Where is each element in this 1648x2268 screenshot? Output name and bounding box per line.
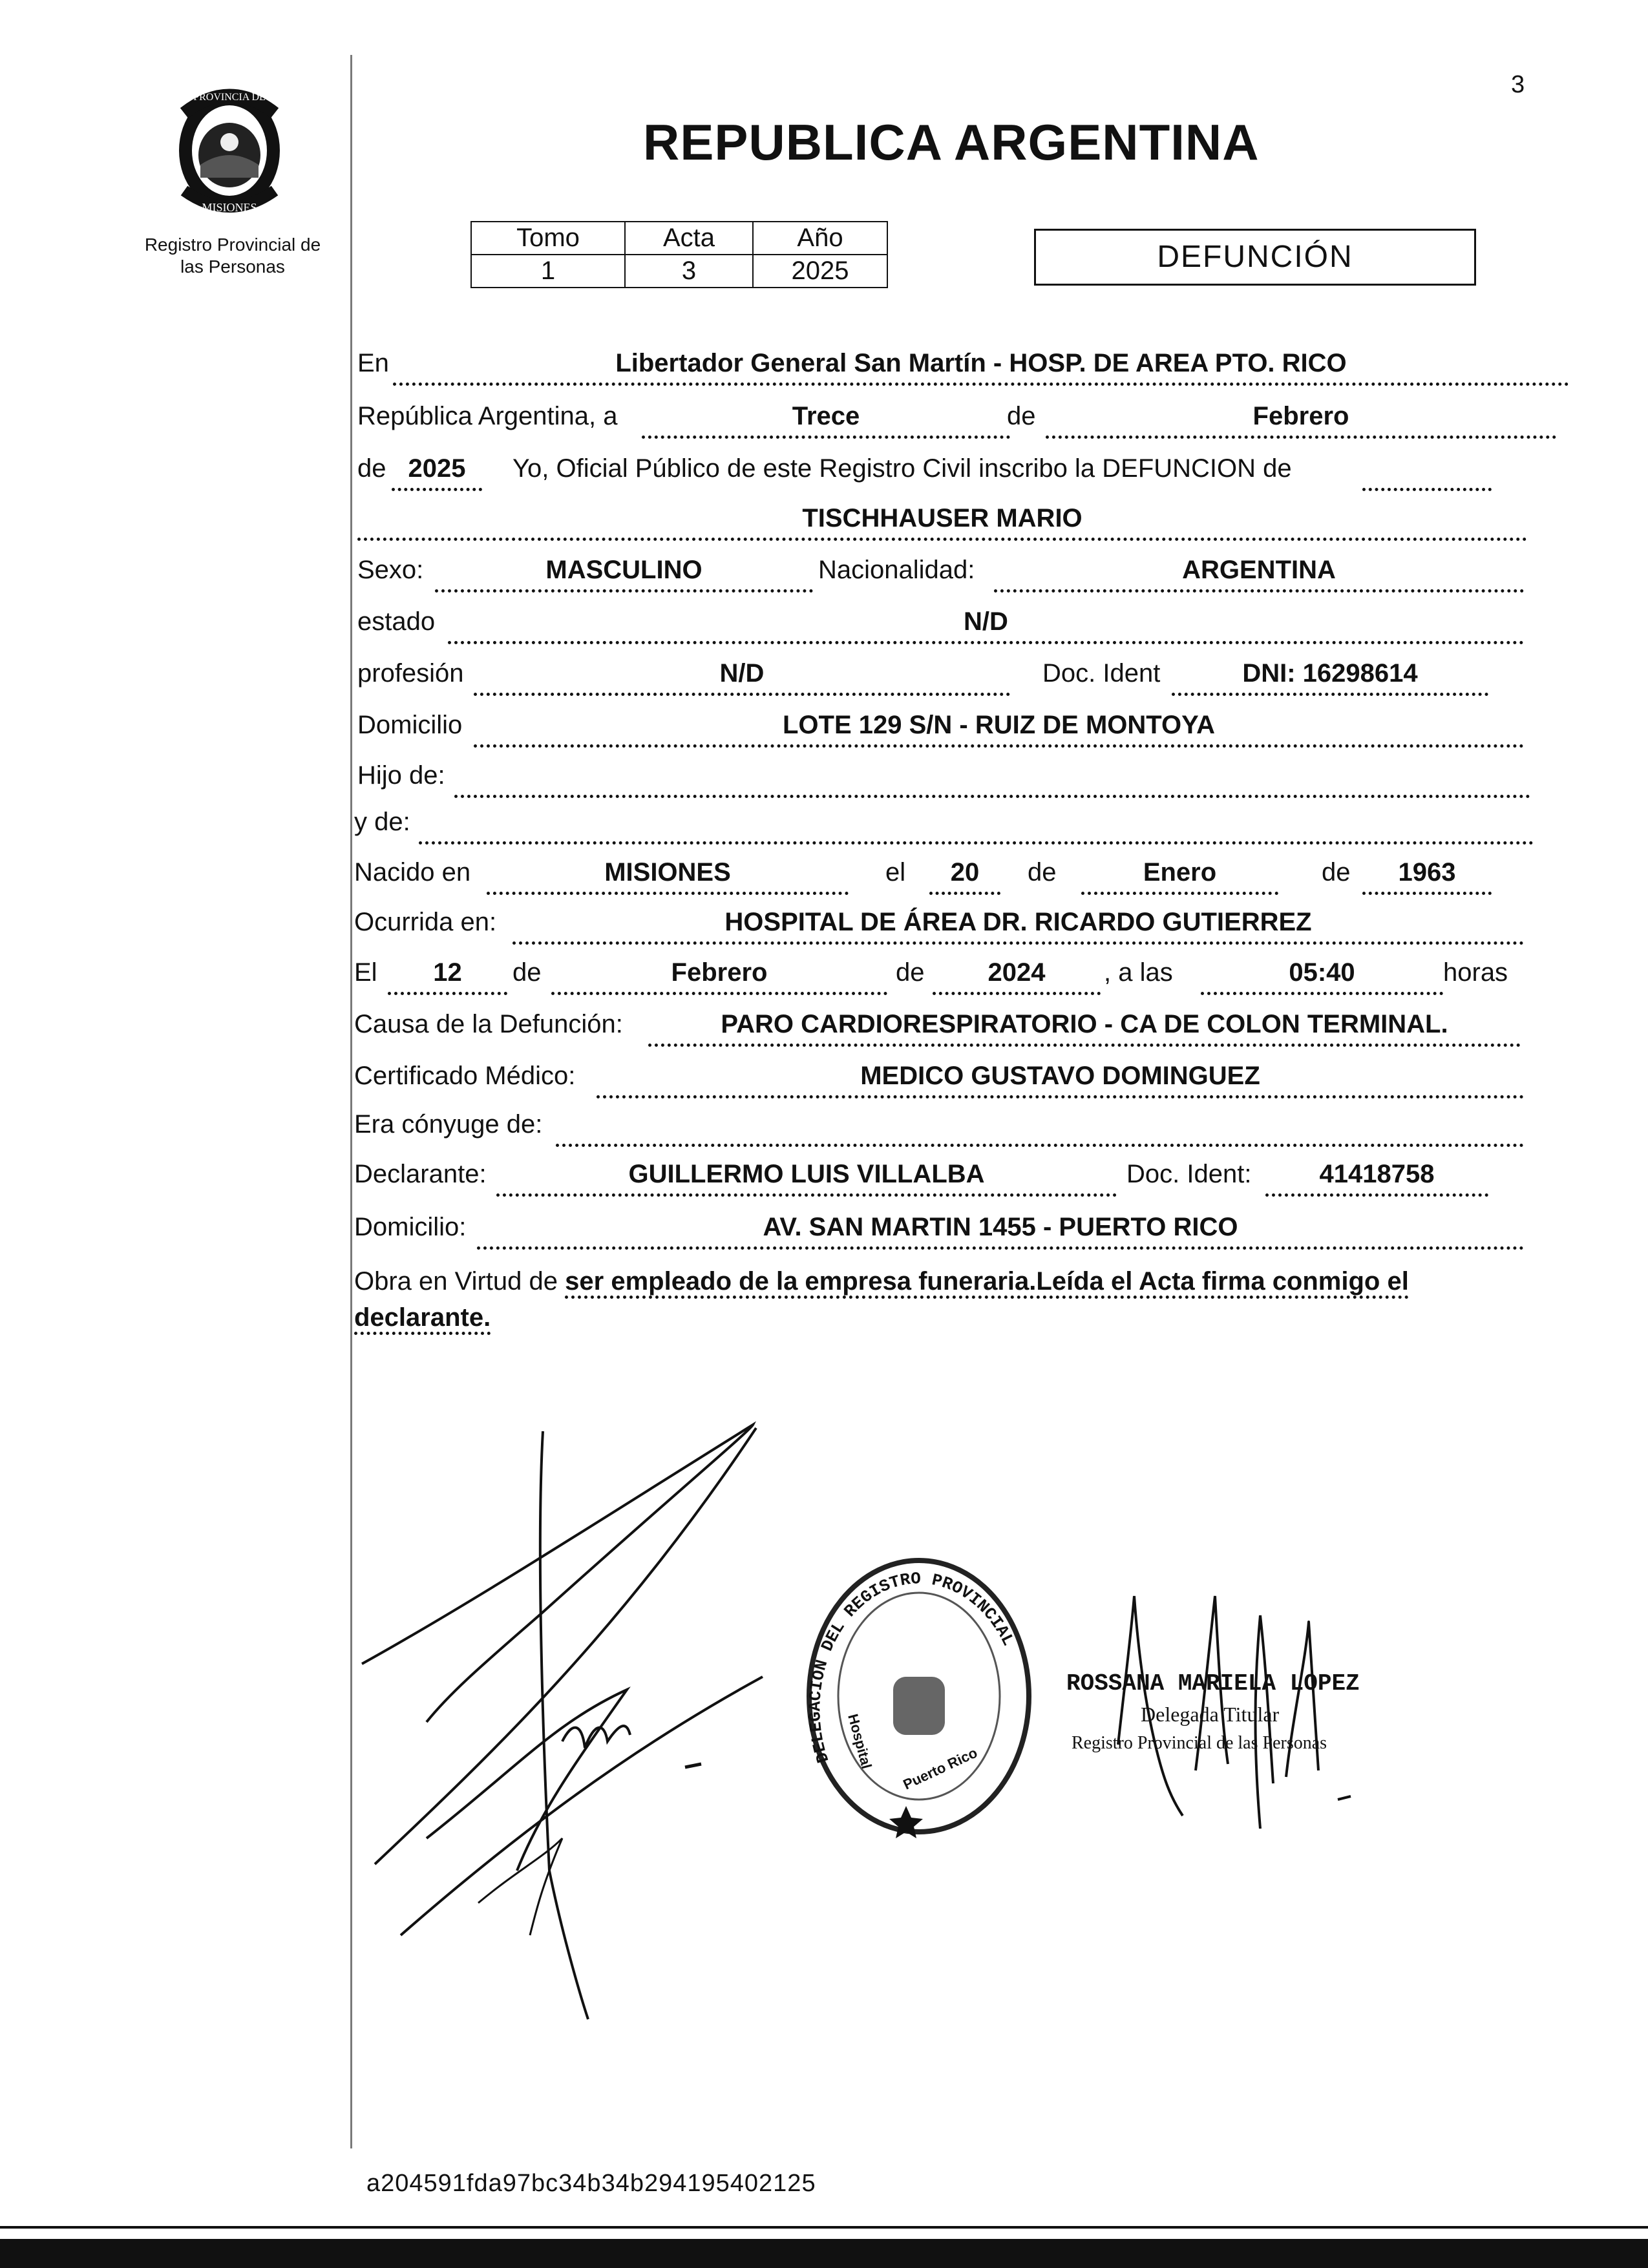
death-de2-label: de	[896, 958, 925, 987]
tomo-value: 1	[471, 255, 625, 288]
death-year: 2024	[933, 958, 1101, 995]
birth-month: Enero	[1081, 858, 1278, 895]
death-de-label: de	[512, 958, 542, 987]
sexo-label: Sexo:	[357, 556, 424, 584]
registry-name-line2: las Personas	[180, 257, 285, 277]
nacido-label: Nacido en	[354, 858, 471, 887]
nacionalidad-label: Nacionalidad:	[818, 556, 975, 584]
month-value: Febrero	[1046, 402, 1556, 439]
official-title-stamp: Delegada Titular	[1141, 1703, 1280, 1726]
acta-header: Acta	[625, 222, 753, 255]
death-time: 05:40	[1201, 958, 1443, 995]
declarante-label: Declarante:	[354, 1160, 487, 1188]
conyuge-label: Era cónyuge de:	[354, 1110, 543, 1139]
registry-name-line1: Registro Provincial de	[144, 235, 321, 255]
stamp-hospital-text: Hospital	[845, 1712, 875, 1771]
deceased-name: TISCHHAUSER MARIO	[357, 504, 1527, 541]
seal-text-top: PROVINCIA DE	[193, 92, 266, 103]
document-type-box: DEFUNCIÓN	[1034, 229, 1476, 286]
causa-value: PARO CARDIORESPIRATORIO - CA DE COLON TERMINAL.	[648, 1010, 1521, 1047]
domicilio-label: Domicilio	[357, 711, 463, 739]
page-number: 3	[1511, 71, 1525, 98]
hijo-value	[454, 761, 1530, 798]
certificado-value: MEDICO GUSTAVO DOMINGUEZ	[597, 1062, 1524, 1098]
en-value: Libertador General San Martín - HOSP. DE AREA PTO. RICO	[393, 349, 1569, 386]
profesion-value: N/D	[474, 659, 1010, 696]
birth-de-label: de	[1028, 858, 1057, 887]
oficial-blank	[1362, 454, 1492, 491]
official-org-stamp: Registro Provincial de las Personas	[1072, 1733, 1327, 1753]
domicilio2-label: Domicilio:	[354, 1213, 467, 1241]
nacido-value: MISIONES	[487, 858, 849, 895]
en-label: En	[357, 349, 389, 377]
sexo-value: MASCULINO	[435, 556, 813, 593]
de-label: de	[1007, 402, 1036, 430]
footer-hash: a204591fda97bc34b34b294195402125	[366, 2170, 816, 2197]
doc-ident-value: DNI: 16298614	[1172, 659, 1488, 696]
ocurrida-value: HOSPITAL DE ÁREA DR. RICARDO GUTIERREZ	[512, 908, 1524, 945]
y-de-value	[419, 808, 1534, 845]
registry-name	[126, 234, 339, 278]
scan-edge-bar	[0, 2239, 1648, 2268]
declarante-doc-value: 41418758	[1265, 1160, 1488, 1197]
tomo-header: Tomo	[471, 222, 625, 255]
anio-value: 2025	[753, 255, 887, 288]
main-title: REPUBLICA ARGENTINA	[643, 114, 1260, 171]
el-label: el	[885, 858, 906, 887]
day-value: Trece	[642, 402, 1010, 439]
nacionalidad-value: ARGENTINA	[994, 556, 1524, 593]
domicilio2-value: AV. SAN MARTIN 1455 - PUERTO RICO	[477, 1213, 1524, 1250]
declarante-doc-label: Doc. Ident:	[1126, 1160, 1252, 1188]
estado-label: estado	[357, 607, 436, 636]
stamp-puerto-text: Puerto Rico	[900, 1744, 980, 1793]
estado-value: N/D	[448, 607, 1524, 644]
domicilio-value: LOTE 129 S/N - RUIZ DE MONTOYA	[474, 711, 1524, 748]
causa-label: Causa de la Defunción:	[354, 1010, 623, 1038]
profesion-label: profesión	[357, 659, 464, 688]
year-value: 2025	[392, 454, 482, 491]
death-month: Febrero	[551, 958, 887, 995]
y-de-label: y de:	[354, 808, 410, 836]
provincial-seal-logo	[165, 74, 294, 223]
a-las-label: , a las	[1104, 958, 1173, 987]
declarante-value: GUILLERMO LUIS VILLALBA	[496, 1160, 1117, 1197]
doc-ident-label: Doc. Ident	[1042, 659, 1161, 688]
anio-header: Año	[753, 222, 887, 255]
death-day: 12	[388, 958, 507, 995]
official-round-stamp	[796, 1548, 1042, 1845]
ocurrida-label: Ocurrida en:	[354, 908, 497, 936]
de2-label: de	[357, 454, 386, 483]
republica-label: República Argentina, a	[357, 402, 618, 430]
obra-label: Obra en Virtud de	[354, 1267, 558, 1296]
conyuge-value	[556, 1110, 1524, 1147]
acta-value: 3	[625, 255, 753, 288]
oficial-text: Yo, Oficial Público de este Registro Civil inscribo la DEFUNCION de	[512, 454, 1292, 483]
obra-value: ser empleado de la empresa funeraria.Leída el Acta firma conmigo el declarante.	[354, 1267, 1409, 1335]
birth-de2-label: de	[1322, 858, 1351, 887]
declarante-signature	[349, 1418, 801, 2032]
el2-label: El	[354, 958, 377, 987]
horas-label: horas	[1443, 958, 1508, 987]
official-name-stamp: ROSSANA MARIELA LOPEZ	[1066, 1670, 1360, 1697]
seal-text-bottom: MISIONES	[202, 201, 257, 214]
birth-day: 20	[929, 858, 1000, 895]
birth-year: 1963	[1362, 858, 1492, 895]
certificado-label: Certificado Médico:	[354, 1062, 576, 1090]
obra-en-virtud	[354, 1263, 1524, 1336]
stamp-round-text: DELEGACION DEL REGISTRO PROVINCIAL	[805, 1569, 1019, 1765]
register-table	[470, 221, 888, 288]
hijo-label: Hijo de:	[357, 761, 445, 790]
footer-rule	[0, 2226, 1648, 2229]
